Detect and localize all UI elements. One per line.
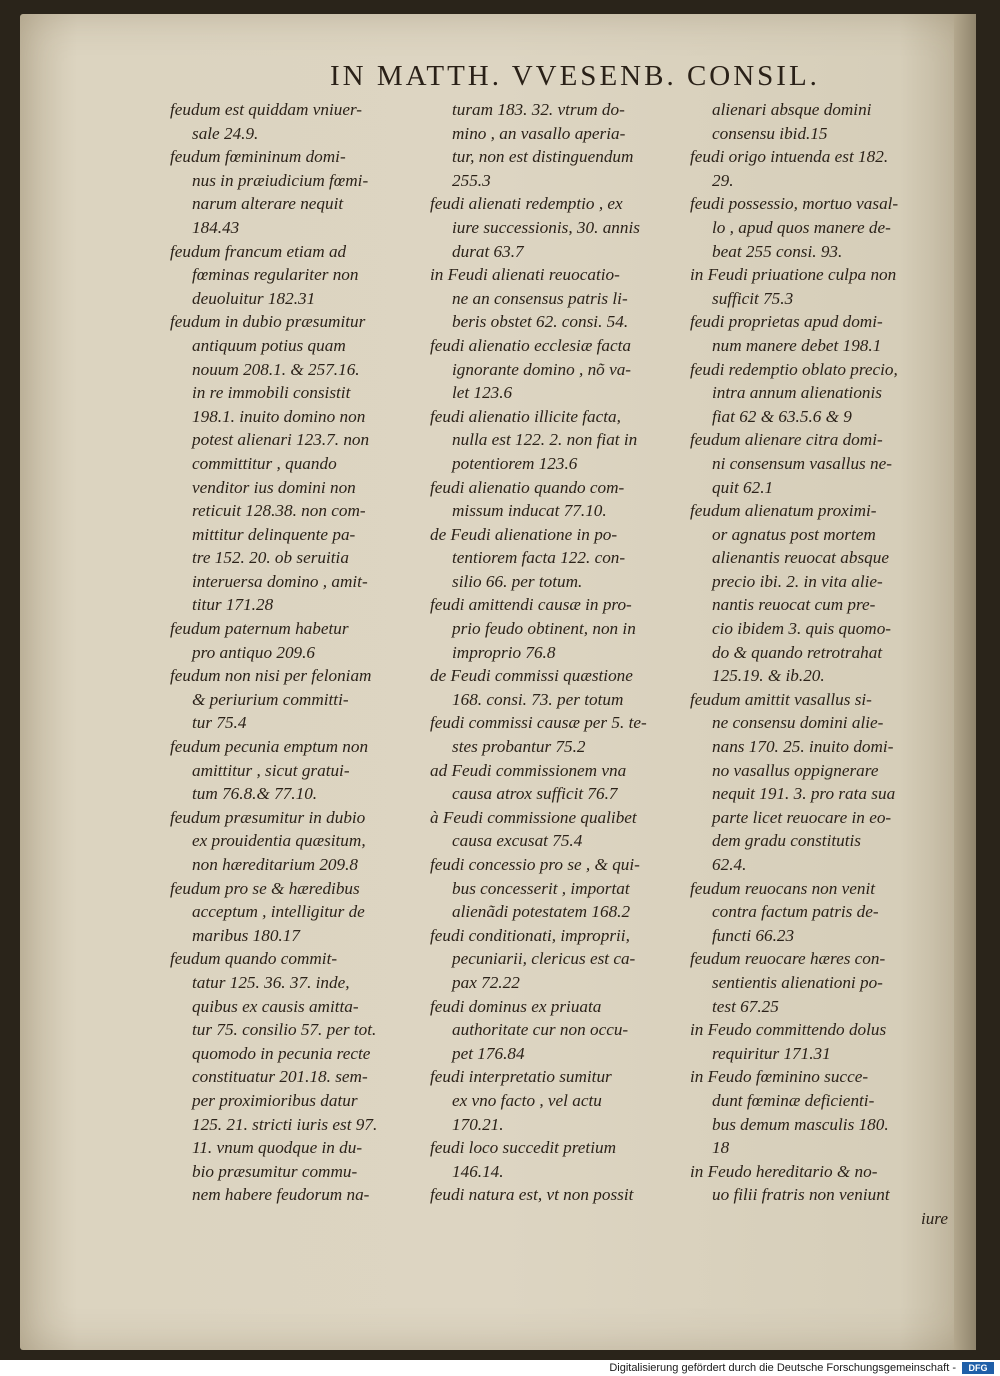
index-line: tre 152. 20. ob seruitia <box>192 548 349 568</box>
index-line: feudum pecunia emptum non <box>170 737 369 757</box>
index-line: iure <box>920 1208 948 1228</box>
index-line: feudum reuocans non venit <box>690 878 876 898</box>
index-line: in Feudi alienati reuocatio- <box>430 265 620 285</box>
index-line: feudum alienatum proximi- <box>690 501 877 521</box>
index-line: 18 <box>712 1138 730 1158</box>
index-line: narum alterare nequit <box>192 194 344 214</box>
index-line: pro antiquo 209.6 <box>192 642 316 662</box>
index-line: bio præsumitur commu- <box>192 1161 358 1181</box>
index-line: 168. consi. 73. per totum <box>452 689 624 709</box>
index-line: 184.43 <box>192 217 240 237</box>
index-line: lo , apud quos manere de- <box>712 217 891 237</box>
index-line: constituatur 201.18. sem- <box>192 1067 368 1087</box>
index-line: titur 171.28 <box>192 595 274 615</box>
index-line: improprio 76.8 <box>452 642 556 662</box>
index-line: feudum non nisi per feloniam <box>170 666 372 686</box>
index-line: 255.3 <box>452 170 491 190</box>
index-line: causa excusat 75.4 <box>452 831 583 851</box>
index-line: acceptum , intelligitur de <box>192 902 365 922</box>
index-line: requiritur 171.31 <box>712 1043 831 1063</box>
index-line: amittitur , sicut gratui- <box>192 760 350 780</box>
index-line: feudi proprietas apud domi- <box>690 312 883 332</box>
index-line: contra factum patris de- <box>712 902 879 922</box>
index-line: nantis reuocat cum pre- <box>712 595 876 615</box>
index-line: nulla est 122. 2. non fiat in <box>452 430 638 450</box>
index-line: ex prouidentia quæsitum, <box>192 831 366 851</box>
index-line: nouum 208.1. & 257.16. <box>192 359 360 379</box>
index-line: intra annum alienationis <box>712 383 882 403</box>
index-line: 170.21. <box>452 1114 504 1134</box>
index-line: ex vno facto , vel actu <box>452 1090 602 1110</box>
index-line: antiquum potius quam <box>192 335 346 355</box>
index-line: dunt fœminæ deficienti- <box>712 1090 875 1110</box>
index-line: in Feudo fœminino succe- <box>690 1067 869 1087</box>
index-line: missum inducat 77.10. <box>452 501 607 521</box>
index-line: causa atrox sufficit 76.7 <box>452 784 618 804</box>
index-column-2 <box>430 98 702 1207</box>
index-line: ad Feudi commissionem vna <box>430 760 627 780</box>
index-line: test 67.25 <box>712 996 779 1016</box>
index-line: 146.14. <box>452 1161 504 1181</box>
index-line: nequit 191. 3. pro rata sua <box>712 784 896 804</box>
index-line: beat 255 consi. 93. <box>712 241 843 261</box>
index-line: consensu ibid.15 <box>712 123 828 143</box>
index-line: durat 63.7 <box>452 241 524 261</box>
index-line: alienãdi potestatem 168.2 <box>452 902 631 922</box>
index-column-1 <box>170 98 438 1207</box>
index-line: 198.1. inuito domino non <box>192 406 366 426</box>
index-line: tur, non est distinguendum <box>452 147 634 167</box>
index-line: ne an consensus patris li- <box>452 288 628 308</box>
index-line: sentientis alienationi po- <box>712 972 883 992</box>
index-line: bus demum masculis 180. <box>712 1114 889 1134</box>
index-line: feudum paternum habetur <box>170 619 349 639</box>
index-line: 125.19. & ib.20. <box>712 666 825 686</box>
index-line: tentiorem facta 122. con- <box>452 548 626 568</box>
index-line: feudum præsumitur in dubio <box>170 807 366 827</box>
index-line: silio 66. per totum. <box>452 571 583 591</box>
index-line: maribus 180.17 <box>192 925 300 945</box>
index-line: feudum quando commit- <box>170 949 338 969</box>
index-line: tur 75.4 <box>192 713 247 733</box>
index-line: nem habere feudorum na- <box>192 1185 370 1205</box>
index-line: quibus ex causis amitta- <box>192 996 359 1016</box>
index-line: in Feudo committendo dolus <box>690 1020 887 1040</box>
index-line: venditor ius domini non <box>192 477 356 497</box>
index-line: in re immobili consistit <box>192 383 351 403</box>
index-line: prio feudo obtinent, non in <box>452 619 636 639</box>
index-line: feudi origo intuenda est 182. <box>690 147 889 167</box>
index-line: nus in præiudicium fœmi- <box>192 170 369 190</box>
running-title: IN MATTH. VVESENB. CONSIL. <box>330 60 820 92</box>
index-line: feudi concessio pro se , & qui- <box>430 855 640 874</box>
index-line: interuersa domino , amit- <box>192 571 368 591</box>
index-line: feudi alienatio quando com- <box>430 477 625 497</box>
index-line: quit 62.1 <box>712 477 774 497</box>
index-line: ni consensum vasallus ne- <box>712 453 892 473</box>
index-line: pax 72.22 <box>452 972 520 992</box>
index-line: feudum amittit vasallus si- <box>690 689 872 709</box>
index-line: à Feudi commissione qualibet <box>430 807 637 827</box>
index-line: cio ibidem 3. quis quomo- <box>712 619 892 639</box>
index-line: feudi alienati redemptio , ex <box>430 194 623 214</box>
dfg-logo: DFG <box>962 1362 994 1374</box>
index-line: feudi dominus ex priuata <box>430 996 602 1016</box>
index-column-3 <box>690 98 958 1231</box>
index-line: feudum alienare citra domi- <box>690 430 883 450</box>
index-line: ne consensu domini alie- <box>712 713 884 733</box>
index-line: de Feudi commissi quæstione <box>430 666 633 686</box>
index-line: tum 76.8.& 77.10. <box>192 784 318 804</box>
index-line: feudi loco succedit pretium <box>430 1138 616 1158</box>
index-line: 29. <box>712 170 734 190</box>
index-line: feudum reuocare hæres con- <box>690 949 886 969</box>
index-line: & periurium committi- <box>192 689 349 709</box>
index-line: let 123.6 <box>452 383 513 403</box>
index-line: authoritate cur non occu- <box>452 1020 629 1040</box>
index-line: fœminas regulariter non <box>192 265 359 285</box>
index-line: feudi possessio, mortuo vasal- <box>690 194 899 214</box>
index-line: tatur 125. 36. 37. inde, <box>192 972 350 992</box>
index-line: sufficit 75.3 <box>712 288 794 308</box>
index-line: uo filii fratris non veniunt <box>712 1185 890 1205</box>
index-line: feudi interpretatio sumitur <box>430 1067 612 1087</box>
index-line: 62.4. <box>712 855 747 874</box>
footer-bar <box>0 1360 1000 1376</box>
index-line: stes probantur 75.2 <box>452 737 586 757</box>
index-line: committitur , quando <box>192 453 337 473</box>
index-line: no vasallus oppignerare <box>712 760 879 780</box>
index-line: pecuniarii, clericus est ca- <box>452 949 636 969</box>
index-line: feudum fœmininum domi- <box>170 147 346 167</box>
index-line: in Feudo hereditario & no- <box>690 1161 878 1181</box>
index-line: tur 75. consilio 57. per tot. <box>192 1020 377 1040</box>
index-line: feudi amittendi causæ in pro- <box>430 595 632 615</box>
index-line: or agnatus post mortem <box>712 524 876 544</box>
index-line: potentiorem 123.6 <box>452 453 578 473</box>
index-line: functi 66.23 <box>712 925 795 945</box>
index-line: num manere debet 198.1 <box>712 335 882 355</box>
index-line: feudum francum etiam ad <box>170 241 347 261</box>
index-line: alienari absque domini <box>712 100 872 119</box>
index-line: turam 183. 32. vtrum do- <box>452 100 625 119</box>
index-line: potest alienari 123.7. non <box>192 430 370 450</box>
index-line: mino , an vasallo aperia- <box>452 123 626 143</box>
index-line: in Feudi priuatione culpa non <box>690 265 897 285</box>
index-line: feudum in dubio præsumitur <box>170 312 366 332</box>
index-line: deuoluitur 182.31 <box>192 288 316 308</box>
index-line: 125. 21. stricti iuris est 97. <box>192 1114 378 1134</box>
index-line: parte licet reuocare in eo- <box>712 807 892 827</box>
index-line: per proximioribus datur <box>192 1090 358 1110</box>
index-line: feudi conditionati, improprii, <box>430 925 630 945</box>
index-line: alienantis reuocat absque <box>712 548 889 568</box>
index-line: mittitur delinquente pa- <box>192 524 356 544</box>
funding-note: Digitalisierung gefördert durch die Deutsche Forschungsgemeinschaft - <box>609 1362 956 1374</box>
index-line: feudi alienatio illicite facta, <box>430 406 621 426</box>
index-line: fiat 62 & 63.5.6 & 9 <box>712 406 852 426</box>
index-line: dem gradu constitutis <box>712 831 861 851</box>
index-line: feudi redemptio oblato precio, <box>690 359 898 379</box>
index-line: ignorante domino , nõ va- <box>452 359 632 379</box>
index-line: quomodo in pecunia recte <box>192 1043 371 1063</box>
index-line: feudum est quiddam vniuer- <box>170 100 363 119</box>
index-line: feudi natura est, vt non possit <box>430 1185 634 1205</box>
index-line: iure successionis, 30. annis <box>452 217 640 237</box>
index-line: beris obstet 62. consi. 54. <box>452 312 629 332</box>
index-line: 11. vnum quodque in du- <box>192 1138 363 1158</box>
index-line: de Feudi alienatione in po- <box>430 524 618 544</box>
index-line: sale 24.9. <box>192 123 259 143</box>
index-line: non hæreditarium 209.8 <box>192 855 358 874</box>
index-line: nans 170. 25. inuito domi- <box>712 737 894 757</box>
index-line: do & quando retrotrahat <box>712 642 883 662</box>
index-line: reticuit 128.38. non com- <box>192 501 366 521</box>
index-line: precio ibi. 2. in vita alie- <box>712 571 883 591</box>
index-line: feudum pro se & hæredibus <box>170 878 360 898</box>
index-line: feudi alienatio ecclesiæ facta <box>430 335 631 355</box>
index-line: pet 176.84 <box>452 1043 525 1063</box>
index-line: feudi commissi causæ per 5. te- <box>430 713 647 733</box>
index-line: bus concesserit , importat <box>452 878 630 898</box>
